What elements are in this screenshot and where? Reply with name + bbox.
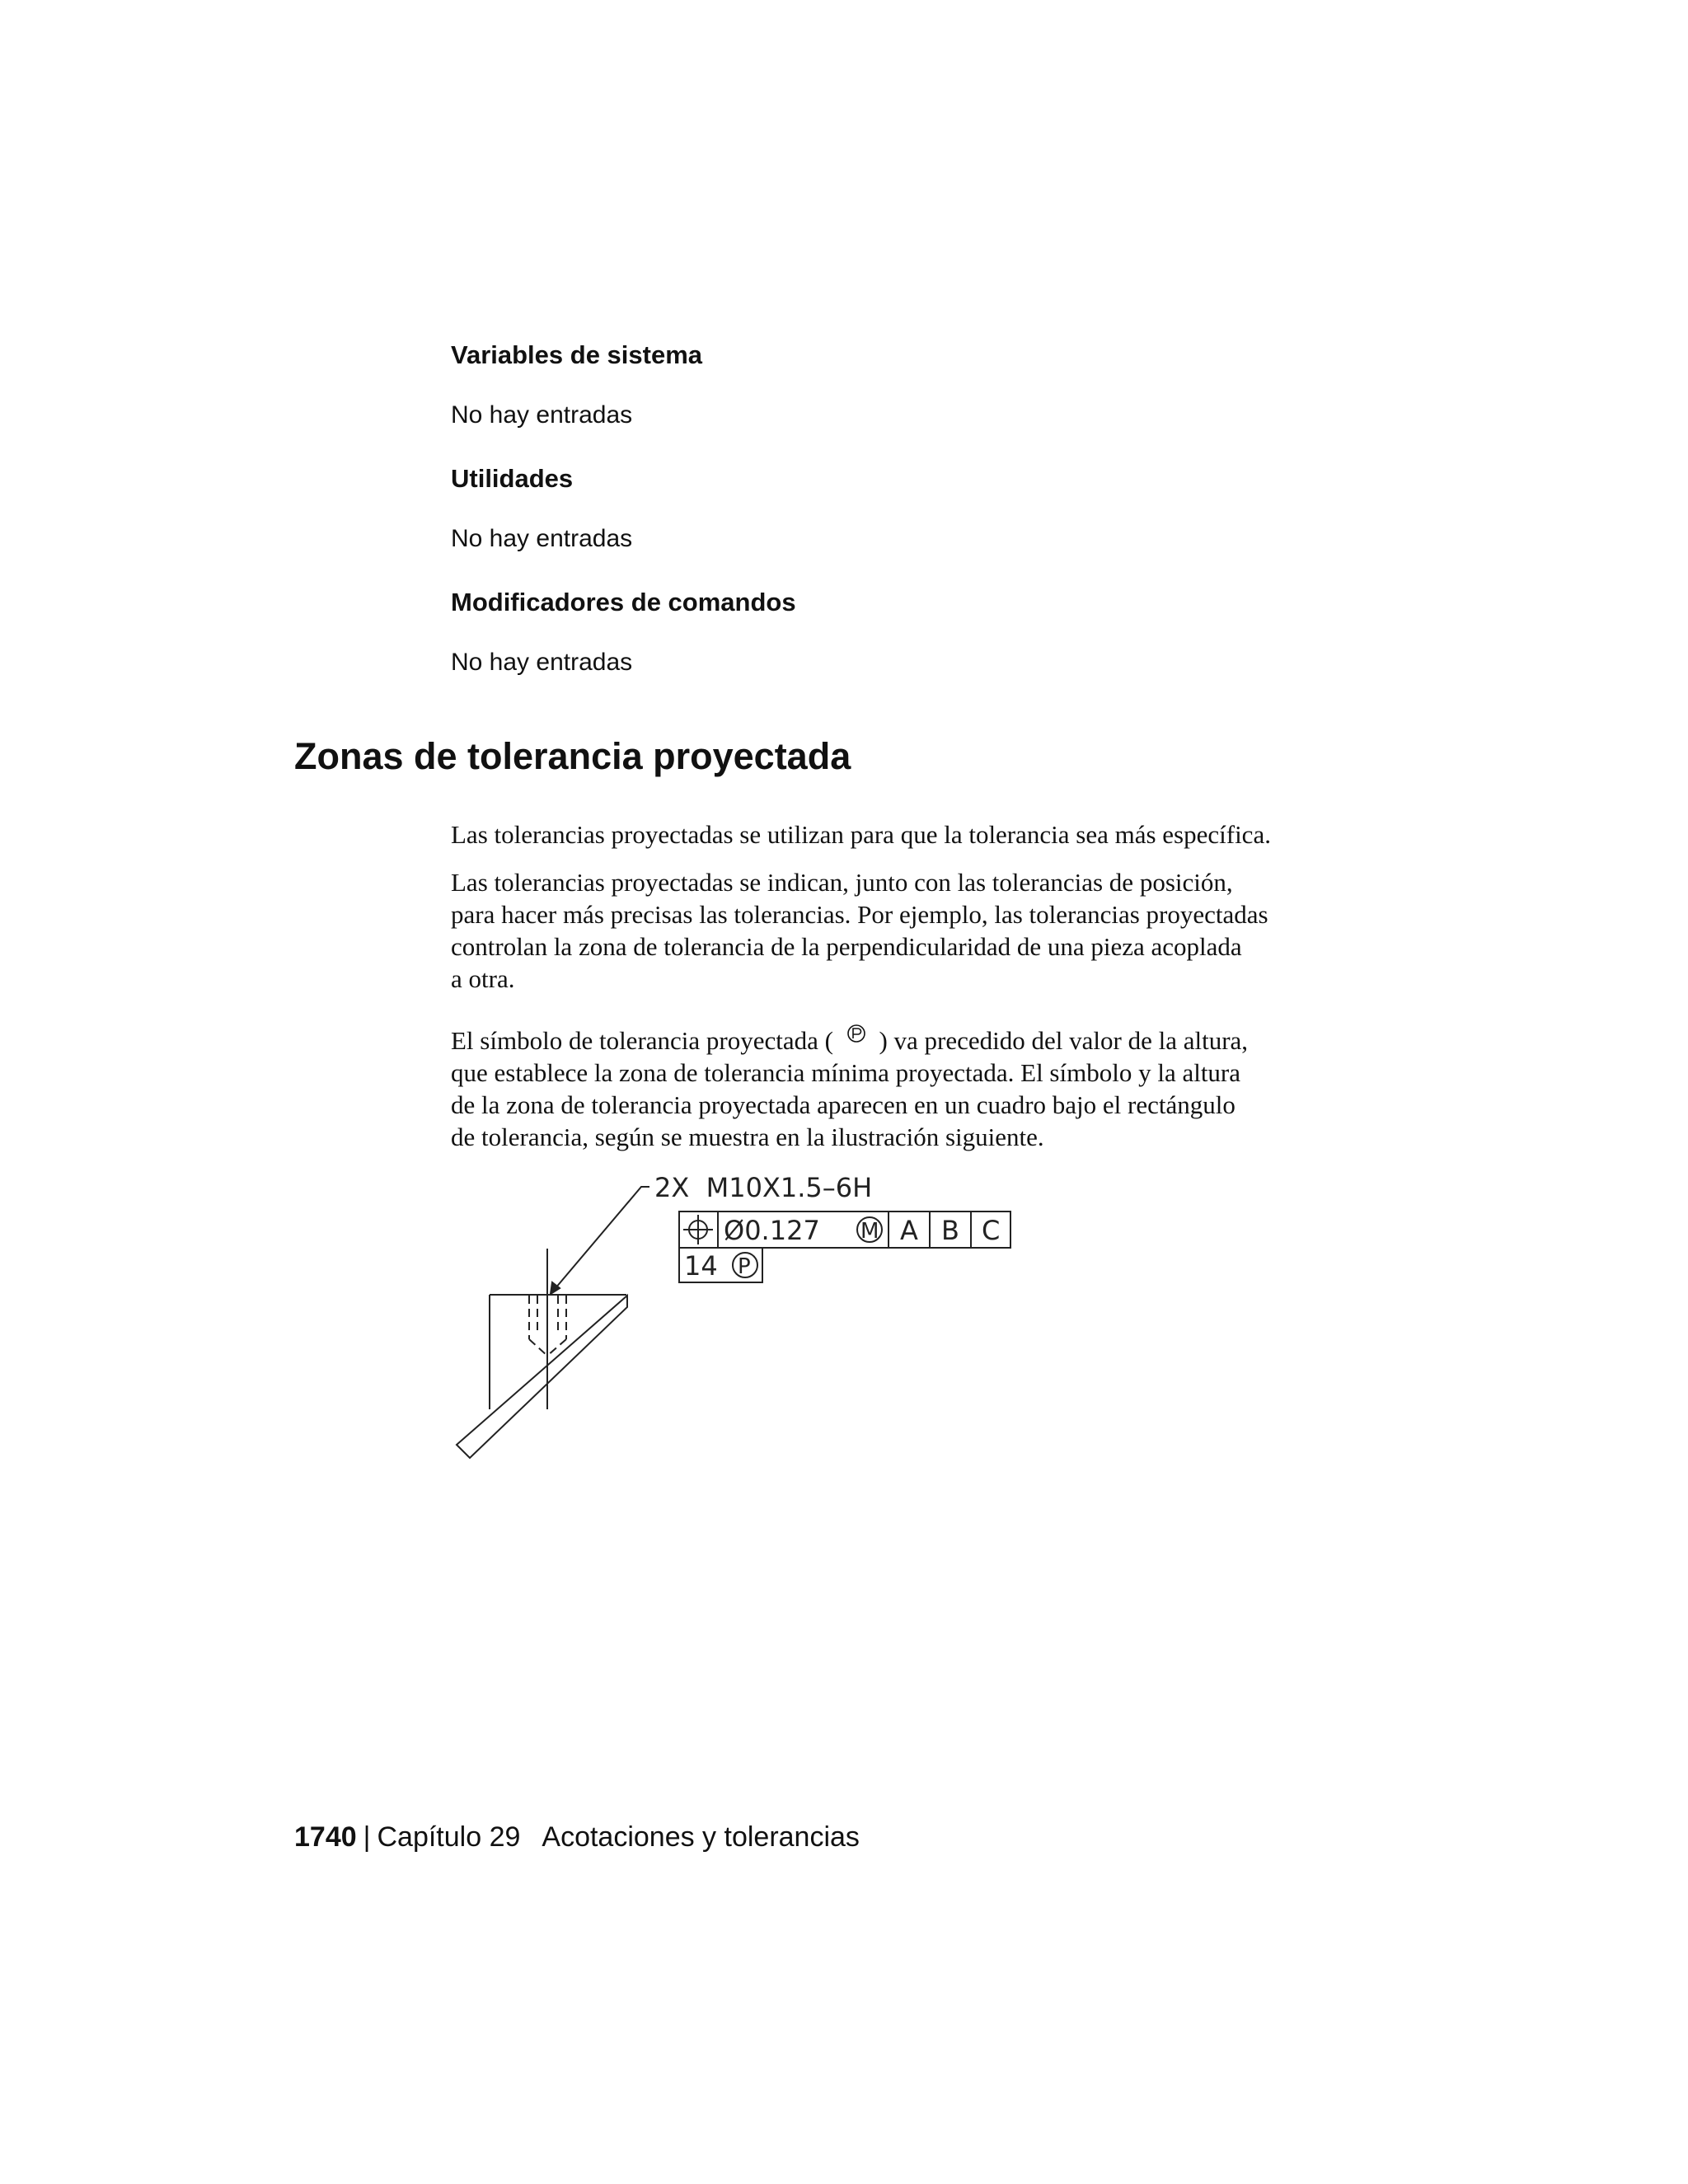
paragraph-line: controlan la zona de tolerancia de la perpendicularidad de una pieza acoplada — [451, 932, 1242, 961]
paragraph-explanation — [451, 866, 1325, 995]
paragraph-symbol — [451, 1024, 1325, 1153]
projected-height-value: 14 — [684, 1250, 718, 1282]
page-footer — [294, 1820, 860, 1854]
heading-command-modifiers: Modificadores de comandos — [451, 588, 796, 616]
mmc-modifier-letter: M — [860, 1219, 879, 1244]
footer-separator: | — [363, 1821, 371, 1853]
page-number: 1740 — [294, 1821, 357, 1853]
heading-system-variables: Variables de sistema — [451, 340, 703, 369]
tolerance-value: Ø0.127 — [724, 1215, 820, 1246]
paragraph-intro — [451, 818, 1325, 851]
datum-c: C — [982, 1215, 1001, 1246]
paragraph-line: a otra. — [451, 964, 515, 993]
datum-a: A — [900, 1215, 918, 1246]
utilities-entry: No hay entradas — [451, 525, 633, 552]
heading-utilities: Utilidades — [451, 464, 574, 493]
chapter-number: Capítulo 29 — [377, 1821, 521, 1853]
projected-tolerance-figure — [452, 1170, 1029, 1475]
leader-line — [551, 1187, 649, 1294]
mating-part — [457, 1296, 627, 1458]
projected-zone-letter: P — [738, 1254, 751, 1279]
datum-b: B — [941, 1215, 959, 1246]
chapter-title: Acotaciones y tolerancias — [542, 1821, 860, 1853]
callout-text: 2X M10X1.5–6H — [654, 1172, 873, 1203]
paragraph-line — [451, 1024, 1325, 1057]
paragraph-line: de tolerancia, según se muestra en la ilustración siguiente. — [451, 1122, 1044, 1151]
symbol-text-after: ) va precedido del valor de la altura, — [879, 1026, 1249, 1055]
symbol-text-before: El símbolo de tolerancia proyectada ( — [451, 1026, 833, 1055]
section-title: Zonas de tolerancia proyectada — [294, 735, 851, 777]
paragraph-intro-text: Las tolerancias proyectadas se utilizan para que la tolerancia sea más específica. — [451, 820, 1271, 849]
system-variables-entry: No hay entradas — [451, 401, 633, 429]
paragraph-line: de la zona de tolerancia proyectada aparecen en un cuadro bajo el rectángulo — [451, 1090, 1236, 1119]
paragraph-line: Las tolerancias proyectadas se indican, junto con las tolerancias de posición, — [451, 868, 1233, 897]
paragraph-line: que establece la zona de tolerancia mínima proyectada. El símbolo y la altura — [451, 1058, 1241, 1087]
command-modifiers-entry: No hay entradas — [451, 649, 633, 676]
position-icon — [683, 1215, 713, 1244]
projected-tolerance-icon — [842, 1024, 871, 1052]
paragraph-line: para hacer más precisas las tolerancias. Por ejemplo, las tolerancias proyectadas — [451, 900, 1268, 929]
